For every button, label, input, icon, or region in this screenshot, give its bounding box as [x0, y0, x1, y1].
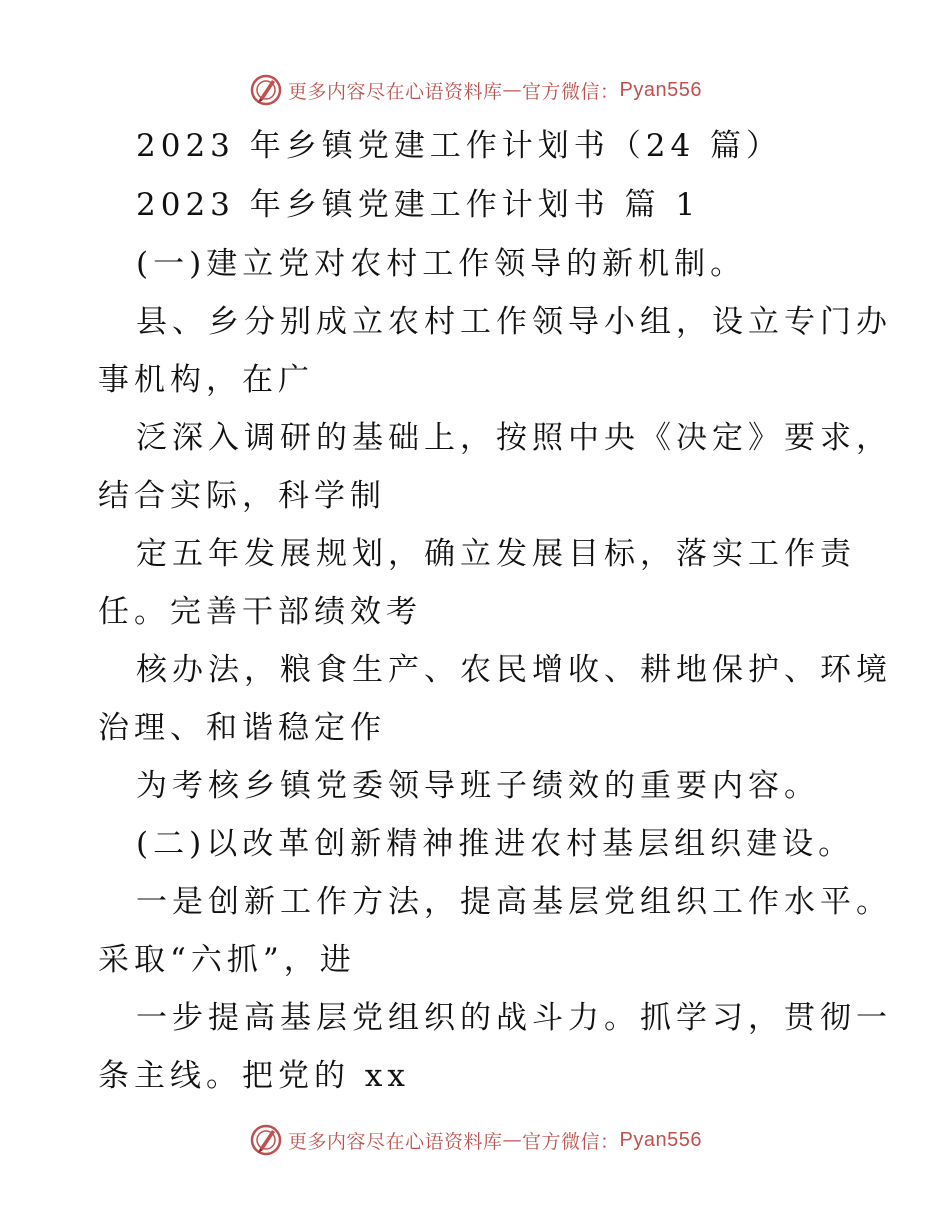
paragraph-line: 定五年发展规划，确立发展目标，落实工作责	[136, 536, 856, 572]
header-watermark	[0, 68, 950, 112]
document-title: 2023 年乡镇党建工作计划书（24 篇）	[136, 128, 783, 164]
paragraph-line: 采取“六抓”，进	[98, 942, 356, 978]
paragraph-line: 任。完善干部绩效考	[98, 594, 422, 630]
watermark-wechat-id: Pyan556	[619, 78, 702, 101]
paragraph-line: 为考核乡镇党委领导班子绩效的重要内容。	[136, 768, 820, 804]
watermark-main-text: 更多内容尽在心语资料库	[288, 80, 503, 103]
paragraph-line: 结合实际，科学制	[98, 478, 386, 514]
document-subtitle: 2023 年乡镇党建工作计划书 篇 1	[136, 187, 701, 223]
pen-circle-logo-icon	[248, 72, 284, 108]
paragraph-line: 一步提高基层党组织的战斗力。抓学习，贯彻一	[136, 1000, 892, 1036]
pen-circle-logo-icon	[248, 1122, 284, 1158]
paragraph-line: (一)建立党对农村工作领导的新机制。	[136, 246, 747, 282]
watermark-official-label: 官方微信：	[522, 1130, 620, 1153]
watermark-dash: —	[502, 1129, 523, 1151]
watermark-main-text: 更多内容尽在心语资料库	[288, 1130, 503, 1153]
paragraph-line: 县、乡分别成立农村工作领导小组，设立专门办	[136, 304, 892, 340]
paragraph-line: 事机构，在广	[98, 362, 314, 398]
watermark-wechat-id: Pyan556	[619, 1128, 702, 1151]
footer-watermark	[0, 1118, 950, 1162]
paragraph-line: 治理、和谐稳定作	[98, 710, 386, 746]
paragraph-line: 泛深入调研的基础上，按照中央《决定》要求，	[136, 420, 892, 456]
paragraph-line: 一是创新工作方法，提高基层党组织工作水平。	[136, 884, 892, 920]
paragraph-line: 核办法，粮食生产、农民增收、耕地保护、环境	[136, 652, 892, 688]
paragraph-line: (二)以改革创新精神推进农村基层组织建设。	[136, 826, 855, 862]
paragraph-line: 条主线。把党的 xx	[98, 1058, 410, 1094]
watermark-official-label: 官方微信：	[522, 80, 620, 103]
watermark-dash: —	[502, 79, 523, 101]
